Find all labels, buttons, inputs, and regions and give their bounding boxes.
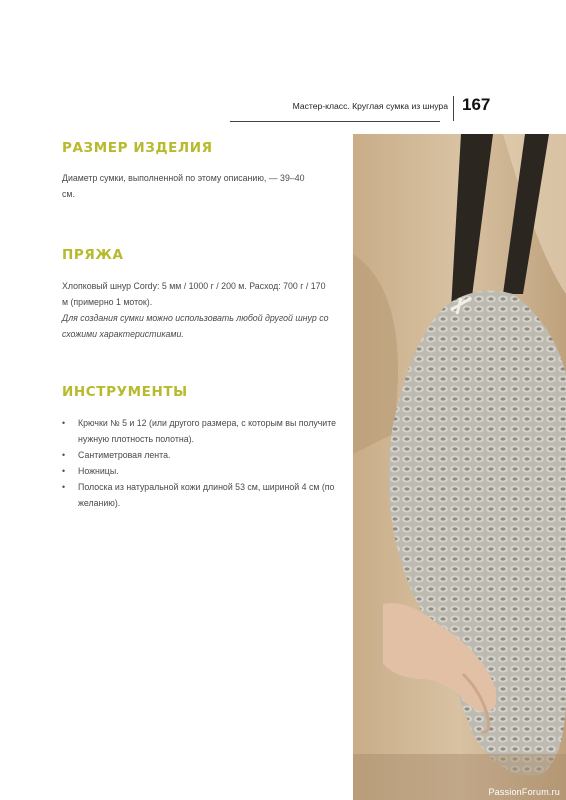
section-title-size: РАЗМЕР ИЗДЕЛИЯ <box>62 140 213 156</box>
header-rule <box>230 121 440 122</box>
section-title-yarn: ПРЯЖА <box>62 247 124 263</box>
bullet-icon: • <box>62 482 66 492</box>
tools-list <box>62 415 342 511</box>
list-item <box>62 479 342 511</box>
list-item-text: Полоска из натуральной кожи длиной 53 см, шириной 4 см (по желанию). <box>78 482 335 508</box>
header-divider <box>453 96 454 121</box>
product-photo <box>353 134 566 800</box>
size-text: Диаметр сумки, выполненной по этому описанию, — 39–40 см. <box>62 173 305 199</box>
section-title-tools: ИНСТРУМЕНТЫ <box>62 384 188 400</box>
list-item <box>62 447 342 463</box>
page-number: 167 <box>462 95 491 114</box>
photo-illustration <box>353 134 566 800</box>
bullet-icon: • <box>62 466 66 476</box>
list-item-text: Сантиметровая лента. <box>78 450 171 460</box>
bullet-icon: • <box>62 418 66 428</box>
list-item-text: Крючки № 5 и 12 (или другого размера, с которым вы получите нужную плотность полотна). <box>78 418 337 444</box>
running-title: Мастер-класс. Круглая сумка из шнура <box>292 101 448 111</box>
bullet-icon: • <box>62 450 66 460</box>
list-item-text: Ножницы. <box>78 466 119 476</box>
list-item <box>62 463 342 479</box>
list-item <box>62 415 342 447</box>
yarn-text: Хлопковый шнур Cordy: 5 мм / 1000 г / 200 м. Расход: 700 г / 170 м (примерно 1 моток). <box>62 281 326 307</box>
watermark: PassionForum.ru <box>488 787 560 797</box>
yarn-note: Для создания сумки можно использовать любой другой шнур со схожими характеристиками. <box>62 313 329 339</box>
